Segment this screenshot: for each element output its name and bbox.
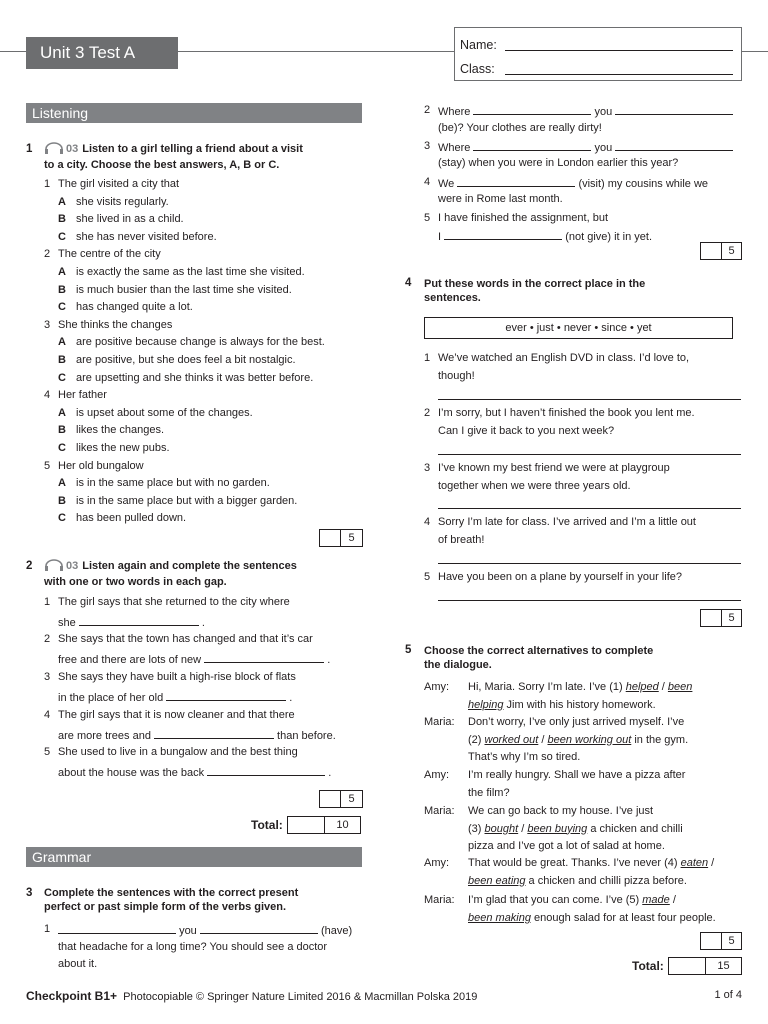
answer-blank[interactable] (473, 140, 591, 151)
total-score-box (287, 816, 361, 834)
q1-item-number: 1 (44, 178, 51, 190)
q3-instruction: Complete the sentences with the correct present perfect or past simple form of the verbs given. (44, 887, 299, 913)
alternative-option[interactable]: helping (468, 698, 504, 711)
footer-brand: Checkpoint B1+ (26, 989, 118, 1003)
page-number: 1 of 4 (714, 989, 742, 1001)
q3-score-box (700, 242, 742, 260)
option-letter[interactable]: B (58, 283, 66, 296)
option-text[interactable]: is in the same place but with a bigger garden. (76, 494, 298, 507)
total-max: 10 (325, 816, 361, 834)
answer-blank[interactable] (615, 140, 733, 151)
q2-instruction: 03 Listen again and complete the sentences with one or two words in each gap. (44, 560, 297, 588)
word-box: ever • just • never • since • yet (424, 317, 733, 339)
answer-line[interactable] (438, 600, 741, 601)
q3-item-1: you (have) (58, 923, 352, 938)
q2-item-line1: The girl says that she returned to the city where (58, 596, 290, 608)
q4-score-box (700, 609, 742, 627)
option-letter[interactable]: B (58, 213, 66, 226)
q4-item-number: 4 (424, 516, 431, 528)
class-label: Class: (460, 62, 495, 76)
alternative-option[interactable]: made (642, 894, 670, 906)
section-listening: Listening (26, 103, 362, 123)
total-input[interactable] (668, 957, 706, 975)
score-input[interactable] (700, 242, 722, 260)
answer-blank[interactable] (457, 176, 575, 187)
q2-item-number: 1 (44, 596, 51, 608)
q2-item-line1: The girl says that it is now cleaner and that there (58, 709, 295, 721)
q4-item-number: 1 (424, 352, 431, 364)
name-field[interactable] (505, 50, 733, 51)
option-letter[interactable]: A (58, 336, 66, 349)
alternative-option[interactable]: been making (468, 911, 531, 924)
q2-item-line2: are more trees and than before. (58, 730, 336, 742)
option-letter[interactable]: B (58, 494, 66, 507)
q4-item-line1: Have you been on a plane by yourself in your life? (438, 571, 682, 583)
class-field[interactable] (505, 74, 733, 75)
q2-item-line1: She used to live in a bungalow and the best thing (58, 746, 298, 758)
q2-item-line2: in the place of her old . (58, 692, 293, 704)
dialogue-line: That’s why I’m so tired. (468, 751, 581, 763)
score-max: 5 (722, 932, 742, 950)
option-letter[interactable]: C (58, 442, 66, 454)
name-class-box (454, 27, 742, 81)
speaker-label: Amy: (424, 769, 450, 781)
answer-line[interactable] (438, 454, 741, 455)
q1-item-number: 5 (44, 459, 51, 472)
q4-item-line1: We’ve watched an English DVD in class. I’d love to, (438, 352, 690, 364)
q1-item-number: 4 (44, 389, 51, 402)
speaker-label: Maria: (424, 805, 455, 817)
option-letter[interactable]: C (58, 301, 66, 314)
q4-item-line1: I’ve known my best friend we were at playgroup (438, 462, 670, 474)
option-text[interactable]: is exactly the same as the last time she visited. (76, 266, 305, 278)
q1-item-stem: Her father (58, 389, 107, 402)
dialogue-line: I’m really hungry. Shall we have a pizza after (468, 769, 686, 781)
total-score-box (668, 957, 742, 975)
option-text[interactable]: has been pulled down. (76, 512, 187, 525)
option-text[interactable]: likes the changes. (76, 424, 165, 437)
q3-item-3: Where you (438, 140, 733, 155)
answer-blank[interactable] (58, 923, 176, 934)
headphones-icon (44, 142, 64, 158)
score-max: 5 (722, 609, 742, 627)
alternative-option[interactable]: been buying (527, 822, 588, 835)
option-text[interactable]: has changed quite a lot. (76, 301, 193, 314)
q4-item-number: 5 (424, 571, 431, 583)
alternative-option[interactable]: bought (484, 822, 519, 835)
score-max: 5 (341, 790, 363, 808)
option-letter[interactable]: A (58, 406, 66, 419)
q1-instruction: 03 Listen to a girl telling a friend about a visit to a city. Choose the best answers, A, B or C. (44, 143, 303, 171)
alternative-option[interactable]: been working out (547, 733, 632, 746)
option-text[interactable]: are positive because change is always for the best. (76, 336, 325, 349)
option-letter[interactable]: C (58, 512, 66, 525)
score-input[interactable] (700, 932, 722, 950)
q4-item-line2: though! (438, 370, 475, 382)
dialogue-line: helping Jim with his history homework. (468, 698, 656, 711)
dialogue-line: I’m glad that you can come. I’ve (5) made / (468, 894, 676, 906)
option-text[interactable]: is in the same place but with no garden. (76, 477, 270, 490)
score-max: 5 (722, 242, 742, 260)
total-max: 15 (706, 957, 742, 975)
answer-blank[interactable] (79, 615, 199, 626)
footer-copyright: Photocopiable © Springer Nature Limited 2016 & Macmillan Polska 2019 (123, 991, 478, 1003)
score-max: 5 (341, 529, 363, 547)
q4-item-line2: together when we were three years old. (438, 480, 631, 492)
answer-blank[interactable] (444, 229, 562, 240)
q2-item-line1: She says that the town has changed and that it’s car (58, 633, 313, 645)
q5-instruction: Choose the correct alternatives to complete the dialogue. (424, 645, 654, 671)
dialogue-line: the film? (468, 786, 510, 799)
q1-number: 1 (26, 143, 33, 155)
answer-blank[interactable] (200, 923, 318, 934)
dialogue-line: That would be great. Thanks. I’ve never (4) eaten / (468, 857, 715, 869)
total-label: Total: (251, 818, 283, 832)
answer-blank[interactable] (473, 104, 591, 115)
dialogue-line: (3) bought / been buying a chicken and chilli (468, 822, 683, 835)
q2-item-line1: She says they have built a high-rise block of flats (58, 671, 296, 683)
score-input[interactable] (700, 609, 722, 627)
answer-blank[interactable] (166, 690, 286, 701)
alternative-option[interactable]: been eating (468, 874, 526, 887)
option-letter[interactable]: C (58, 230, 66, 243)
option-letter[interactable]: C (58, 371, 66, 384)
answer-line[interactable] (438, 563, 741, 564)
q3-number: 3 (26, 887, 33, 899)
dialogue-line: been eating a chicken and chilli pizza before. (468, 874, 687, 887)
q1-item-stem: The centre of the city (58, 248, 161, 261)
headphones-icon (44, 559, 64, 575)
option-text[interactable]: are positive, but she does feel a bit nostalgic. (76, 354, 296, 366)
q5-number: 5 (405, 644, 412, 656)
option-text[interactable]: she visits regularly. (76, 195, 169, 208)
option-letter[interactable]: B (58, 424, 66, 437)
q3-item-5: I (not give) it in yet. (438, 231, 653, 243)
speaker-label: Maria: (424, 894, 455, 906)
q1-item-number: 2 (44, 248, 51, 261)
answer-blank[interactable] (615, 104, 733, 115)
q4-item-line1: I’m sorry, but I haven’t finished the book you lent me. (438, 407, 695, 419)
dialogue-line: (2) worked out / been working out in the gym. (468, 733, 689, 746)
dialogue-line: been making enough salad for at least four people. (468, 911, 716, 924)
q4-item-number: 3 (424, 462, 431, 474)
alternative-option[interactable]: eaten (680, 857, 709, 869)
q2-item-number: 4 (44, 709, 51, 721)
q4-item-number: 2 (424, 407, 431, 419)
q2-item-number: 5 (44, 746, 51, 758)
answer-blank[interactable] (204, 652, 324, 663)
speaker-label: Amy: (424, 681, 450, 693)
option-text[interactable]: she lived in as a child. (76, 213, 184, 226)
q2-score-box (319, 790, 363, 808)
score-input[interactable] (319, 790, 341, 808)
dialogue-line: We can go back to my house. I’ve just (468, 805, 654, 817)
option-text[interactable]: is upset about some of the changes. (76, 406, 253, 419)
q3-item-4: We (visit) my cousins while we (438, 178, 709, 190)
name-label: Name: (460, 38, 497, 52)
total-input[interactable] (287, 816, 325, 834)
q1-item-stem: Her old bungalow (58, 459, 144, 472)
q2-item-number: 2 (44, 633, 51, 645)
option-letter[interactable]: A (58, 477, 66, 490)
dialogue-line: Hi, Maria. Sorry I’m late. I’ve (1) helped / been (468, 681, 693, 693)
q3-item-2: Where you (438, 104, 733, 119)
total-label: Total: (632, 959, 664, 973)
option-text[interactable]: she has never visited before. (76, 230, 217, 243)
q1-item-stem: She thinks the changes (58, 318, 173, 331)
alternative-option[interactable]: helped (625, 681, 659, 693)
q4-instruction: Put these words in the correct place in the sentences. (424, 278, 646, 304)
unit-title: Unit 3 Test A (26, 37, 178, 69)
q1-track: 03 (66, 143, 79, 155)
answer-line[interactable] (438, 399, 741, 400)
dialogue-line: Don’t worry, I’ve only just arrived myself. I’ve (468, 716, 685, 728)
q4-item-line2: Can I give it back to you next week? (438, 425, 615, 437)
option-text[interactable]: likes the new pubs. (76, 442, 170, 454)
alternative-option[interactable]: worked out (484, 733, 539, 746)
q4-item-line2: of breath! (438, 534, 485, 546)
score-input[interactable] (319, 529, 341, 547)
q2-track: 03 (66, 560, 79, 572)
option-letter[interactable]: A (58, 195, 66, 208)
option-text[interactable]: are upsetting and she thinks it was better before. (76, 371, 314, 384)
option-letter[interactable]: A (58, 266, 66, 278)
answer-blank[interactable] (207, 765, 325, 776)
q2-item-number: 3 (44, 671, 51, 683)
alternative-option[interactable]: been (667, 681, 693, 693)
dialogue-line: pizza and I’ve got a lot of salad at home. (468, 840, 665, 852)
q1-score-box (319, 529, 363, 547)
q2-number: 2 (26, 560, 33, 572)
answer-blank[interactable] (154, 728, 274, 739)
q1-item-number: 3 (44, 318, 51, 331)
speaker-label: Amy: (424, 857, 450, 869)
option-text[interactable]: is much busier than the last time she visited. (76, 283, 292, 296)
q2-item-line2: free and there are lots of new . (58, 654, 331, 666)
footer (26, 989, 477, 1003)
q5-score-box (700, 932, 742, 950)
q2-item-line2: about the house was the back . (58, 767, 332, 779)
answer-line[interactable] (438, 508, 741, 509)
option-letter[interactable]: B (58, 354, 66, 366)
speaker-label: Maria: (424, 716, 455, 728)
section-grammar: Grammar (26, 847, 362, 867)
q1-item-stem: The girl visited a city that (58, 178, 180, 190)
q2-item-line2: she . (58, 617, 205, 629)
q4-item-line1: Sorry I’m late for class. I’ve arrived and I’m a little out (438, 516, 696, 528)
q4-number: 4 (405, 277, 412, 289)
